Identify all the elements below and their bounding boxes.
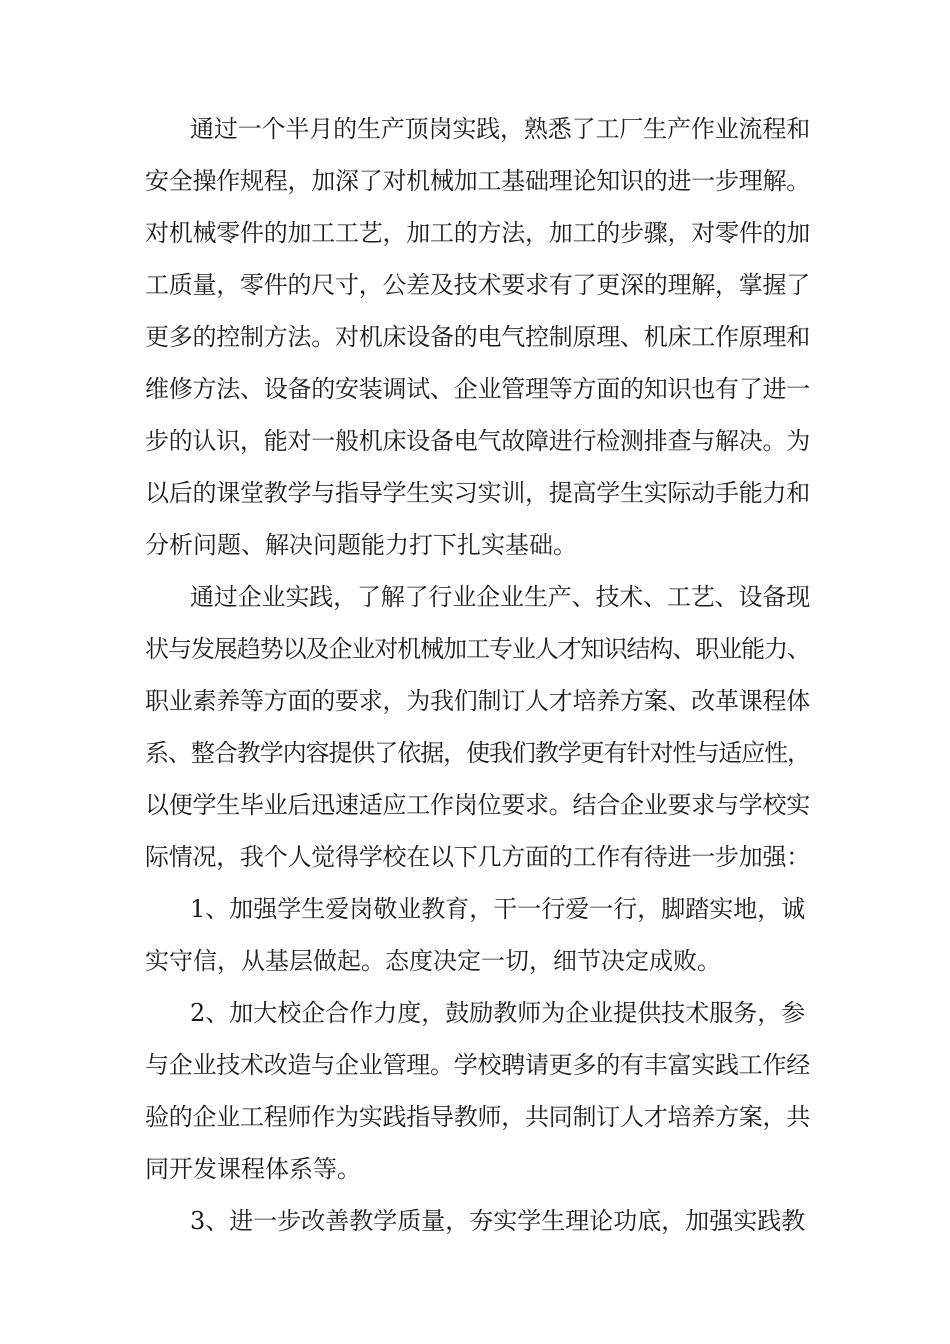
text-line: 职业素养等方面的要求，为我们制订人才培养方案、改革课程体 <box>145 687 810 715</box>
text-line: 分析问题、解决问题能力打下扎实基础。 <box>145 531 577 559</box>
text-line: 同开发课程体系等。 <box>145 1155 361 1183</box>
text-line: 通过一个半月的生产顶岗实践，熟悉了工厂生产作业流程和 <box>190 115 810 143</box>
text-line: 与企业技术改造与企业管理。学校聘请更多的有丰富实践工作经 <box>145 1051 810 1079</box>
text-line: 安全操作规程，加深了对机械加工基础理论知识的进一步理解。 <box>145 167 810 195</box>
text-line: 步的认识，能对一般机床设备电气故障进行检测排查与解决。为 <box>145 427 810 455</box>
text-line: 以便学生毕业后迅速适应工作岗位要求。结合企业要求与学校实 <box>145 791 810 819</box>
text-line: 工质量，零件的尺寸，公差及技术要求有了更深的理解，掌握了 <box>145 271 810 299</box>
list-item-2 <box>145 987 810 1195</box>
text-line: 以后的课堂教学与指导学生实习实训，提高学生实际动手能力和 <box>145 479 810 507</box>
paragraph-practice-gains <box>145 103 810 571</box>
list-item-3 <box>145 1195 810 1247</box>
text-line: 系、整合教学内容提供了依据，使我们教学更有针对性与适应性， <box>145 739 810 767</box>
text-line: 通过企业实践，了解了行业企业生产、技术、工艺、设备现 <box>190 583 810 611</box>
text-line: 维修方法、设备的安装调试、企业管理等方面的知识也有了进一 <box>145 375 810 403</box>
paragraph-enterprise-practice <box>145 571 810 883</box>
text-line: 状与发展趋势以及企业对机械加工专业人才知识结构、职业能力、 <box>145 635 810 663</box>
document-body <box>145 103 810 1247</box>
text-line: 3、进一步改善教学质量，夯实学生理论功底，加强实践教 <box>190 1207 806 1235</box>
text-line: 对机械零件的加工工艺，加工的方法，加工的步骤，对零件的加 <box>145 219 810 247</box>
text-line: 际情况，我个人觉得学校在以下几方面的工作有待进一步加强： <box>145 843 810 871</box>
text-line: 1、加强学生爱岗敬业教育，干一行爱一行，脚踏实地，诚 <box>190 895 806 923</box>
text-line: 2、加大校企合作力度，鼓励教师为企业提供技术服务，参 <box>190 999 806 1027</box>
text-line: 实守信，从基层做起。态度决定一切，细节决定成败。 <box>145 947 721 975</box>
text-line: 更多的控制方法。对机床设备的电气控制原理、机床工作原理和 <box>145 323 810 351</box>
text-line: 验的企业工程师作为实践指导教师，共同制订人才培养方案，共 <box>145 1103 810 1131</box>
list-item-1 <box>145 883 810 987</box>
